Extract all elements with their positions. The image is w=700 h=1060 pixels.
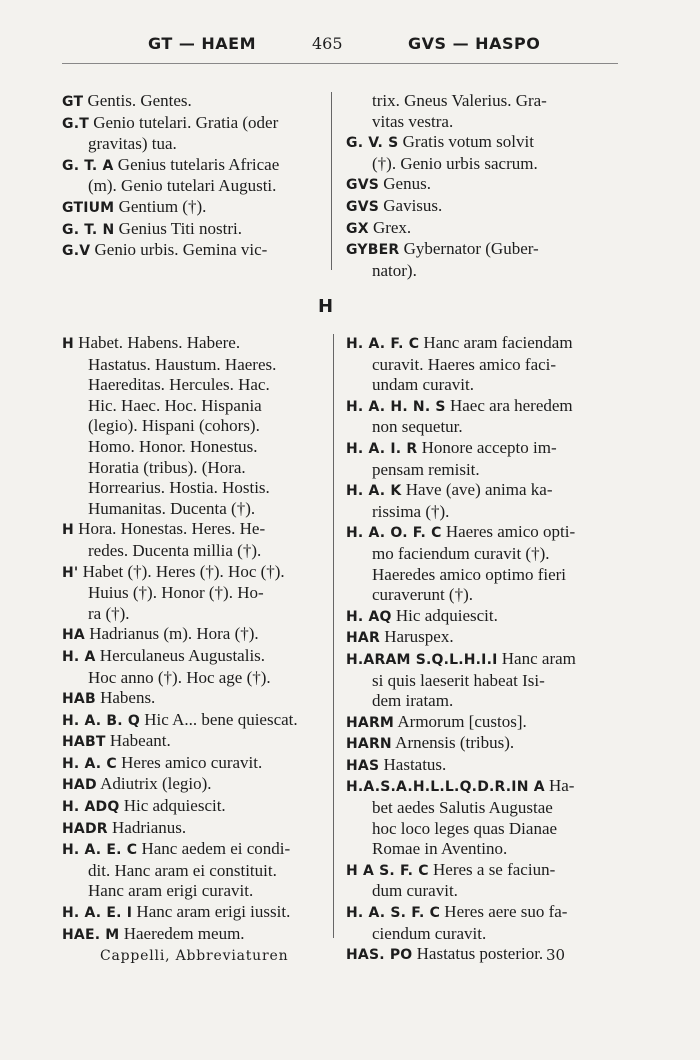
dictionary-entry [346, 860, 608, 902]
entry-abbreviation: H' [62, 564, 79, 581]
running-header [60, 34, 620, 58]
entry-text: hoc loco leges quas Dianae [372, 818, 558, 838]
entry-text: Genius Titi nostri. [118, 218, 242, 238]
dictionary-entry [346, 396, 608, 438]
dictionary-entry [346, 333, 608, 396]
entry-abbreviation: G.T [62, 115, 89, 132]
dictionary-entry [62, 731, 324, 753]
column-bottom-left [62, 333, 324, 945]
entry-text: Hadrianus. [112, 817, 187, 837]
dictionary-entry [62, 902, 324, 924]
entry-abbreviation: HARN [346, 736, 392, 753]
entry-abbreviation: H [62, 336, 74, 352]
header-rule [62, 63, 618, 64]
dictionary-entry [62, 113, 324, 155]
entry-text: Armorum [custos]. [397, 711, 527, 731]
dictionary-entry [62, 688, 324, 710]
entry-text: dem iratam. [372, 691, 454, 711]
entry-text: nator). [372, 260, 417, 280]
entry-text: Hastatus posterior. [416, 944, 544, 964]
entry-text: Haeres amico opti- [445, 522, 576, 542]
entry-text: Gavisus. [383, 195, 443, 215]
section-letter: H [318, 296, 334, 317]
dictionary-entry [346, 91, 606, 132]
entry-text: (legio). Hispani (cohors). [88, 416, 260, 436]
entry-text: Arnensis (tribus). [395, 733, 515, 753]
entry-text: Genius tutelaris Africae [117, 154, 280, 174]
entry-text: dit. Hanc aram ei constituit. [88, 860, 277, 880]
entry-text: non sequetur. [372, 417, 463, 437]
entry-abbreviation: G. V. S [346, 135, 399, 152]
entry-text: ciendum curavit. [372, 923, 487, 943]
entry-abbreviation: H.ARAM S.Q.L.H.I.I [346, 651, 498, 668]
entry-text: curaverunt (†). [372, 585, 474, 605]
page-number: 465 [312, 34, 343, 53]
entry-abbreviation: H. A. B. Q [62, 712, 140, 729]
entry-text: Genus. [383, 174, 431, 194]
entry-abbreviation: H. A. K [346, 483, 402, 500]
entry-text: (†). Genio urbis sacrum. [372, 153, 538, 173]
entry-text: bet aedes Salutis Augustae [372, 798, 553, 818]
entry-text: si quis laeserit habeat Isi- [372, 670, 545, 690]
entry-text: Haec ara heredem [449, 395, 573, 415]
dictionary-entry [346, 649, 608, 712]
dictionary-entry [62, 924, 324, 946]
dictionary-entry [346, 606, 608, 628]
entry-text: Hanc aram [501, 648, 576, 668]
entry-text: Hic adquiescit. [395, 605, 498, 625]
entry-abbreviation: HAR [346, 630, 380, 647]
dictionary-entry [62, 774, 324, 796]
entry-abbreviation: HAB [62, 691, 96, 708]
entry-text: trix. Gneus Valerius. Gra- [372, 91, 547, 110]
header-right-range: GVS — HASPO [408, 34, 541, 53]
dictionary-entry [62, 91, 324, 113]
entry-abbreviation: H A S. F. C [346, 862, 429, 879]
entry-text: Genio urbis. Gemina vic- [94, 240, 268, 260]
entry-text: Haereditas. Hercules. Hac. [88, 375, 270, 395]
entry-text: Hoc anno (†). Hoc age (†). [88, 667, 271, 687]
dictionary-entry [62, 155, 324, 197]
entry-abbreviation: H. A. O. F. C [346, 525, 442, 542]
entry-abbreviation: HAS. PO [346, 947, 413, 964]
dictionary-entry [346, 480, 608, 522]
entry-text: Hadrianus (m). Hora (†). [89, 624, 259, 644]
dictionary-entry [346, 218, 606, 240]
entry-abbreviation: H. A. E. C [62, 842, 138, 859]
entry-text: Horatia (tribus). (Hora. [88, 457, 246, 477]
entry-text: gravitas) tua. [88, 134, 177, 154]
entry-text: Homo. Honor. Honestus. [88, 436, 258, 456]
entry-text: Horrearius. Hostia. Hostis. [88, 478, 270, 498]
entry-abbreviation: HAE. M [62, 926, 120, 943]
entry-text: Hanc aram faciendam [423, 333, 573, 352]
column-divider-bottom [333, 334, 334, 938]
entry-text: Habet (†). Heres (†). Hoc (†). [82, 561, 285, 581]
entry-text: Hanc aram erigi iussit. [136, 902, 291, 922]
dictionary-entry [346, 239, 606, 281]
entry-abbreviation: H. A. F. C [346, 336, 420, 352]
dictionary-entry [62, 240, 324, 262]
dictionary-entry [346, 132, 606, 174]
dictionary-entry [346, 196, 606, 218]
dictionary-entry [346, 944, 608, 966]
entry-text: Gybernator (Guber- [403, 239, 539, 259]
column-divider-top [331, 92, 332, 270]
dictionary-entry [346, 755, 608, 777]
dictionary-entry [346, 733, 608, 755]
entry-text: Habens. [100, 688, 156, 708]
entry-abbreviation: GX [346, 220, 369, 237]
entry-abbreviation: HADR [62, 820, 108, 837]
entry-text: vitas vestra. [372, 111, 454, 131]
entry-abbreviation: H. A [62, 648, 96, 665]
header-left-range: GT — HAEM [148, 34, 257, 53]
entry-text: Have (ave) anima ka- [405, 480, 553, 500]
entry-text: Hic adquiescit. [123, 796, 226, 816]
dictionary-entry [346, 627, 608, 649]
entry-abbreviation: GTIUM [62, 199, 115, 216]
column-bottom-right [346, 333, 608, 966]
entry-abbreviation: HARM [346, 714, 395, 731]
entry-abbreviation: G. T. N [62, 221, 115, 238]
entry-text: Genio tutelari. Gratia (oder [93, 112, 279, 132]
dictionary-entry [62, 796, 324, 818]
dictionary-entry [346, 174, 606, 196]
entry-text: Haeredem meum. [123, 923, 245, 943]
dictionary-entry [62, 624, 324, 646]
entry-abbreviation: GT [62, 94, 84, 110]
dictionary-entry [346, 712, 608, 734]
dictionary-entry [346, 522, 608, 605]
entry-text: (m). Genio tutelari Augusti. [88, 176, 277, 196]
entry-text: Heres aere suo fa- [444, 902, 568, 922]
entry-abbreviation: GVS [346, 177, 380, 194]
entry-abbreviation: H.A.S.A.H.L.L.Q.D.R.IN A [346, 779, 545, 796]
entry-text: ra (†). [88, 603, 130, 623]
dictionary-entry [62, 219, 324, 241]
entry-text: Hora. Honestas. Heres. He- [78, 519, 266, 539]
entry-text: Huius (†). Honor (†). Ho- [88, 583, 264, 603]
entry-text: Heres amico curavit. [121, 752, 263, 772]
dictionary-entry [62, 333, 324, 519]
entry-text: Habeant. [109, 731, 171, 751]
dictionary-entry [62, 818, 324, 840]
entry-text: Gentium (†). [118, 196, 207, 216]
dictionary-entry [346, 438, 608, 480]
entry-text: Hastatus. Haustum. Haeres. [88, 354, 277, 374]
entry-abbreviation: H. A. H. N. S [346, 398, 446, 415]
entry-text: undam curavit. [372, 375, 474, 395]
footer-sheet-number: 30 [546, 946, 566, 964]
entry-text: Gentis. Gentes. [87, 91, 192, 110]
dictionary-entry [62, 646, 324, 688]
entry-abbreviation: H. A. I. R [346, 440, 418, 457]
entry-text: Grex. [372, 217, 412, 237]
column-top-left [62, 91, 324, 262]
column-top-right [346, 91, 606, 281]
entry-text: Hastatus. [383, 754, 447, 774]
entry-text: Haeredes amico optimo fieri [372, 564, 567, 584]
entry-text: Gratis votum solvit [402, 132, 534, 152]
entry-text: Habet. Habens. Habere. [78, 333, 241, 352]
dictionary-entry [62, 710, 324, 732]
entry-text: Hanc aedem ei condi- [141, 839, 291, 859]
entry-abbreviation: H. ADQ [62, 799, 120, 816]
entry-text: pensam remisit. [372, 459, 480, 479]
entry-text: Haruspex. [384, 627, 454, 647]
entry-text: Honore accepto im- [421, 437, 557, 457]
entry-text: mo faciendum curavit (†). [372, 543, 550, 563]
entry-abbreviation: H. A. S. F. C [346, 905, 441, 922]
entry-text: Herculaneus Augustalis. [99, 645, 266, 665]
entry-abbreviation: H. A. C [62, 755, 117, 772]
entry-abbreviation: GYBER [346, 242, 400, 259]
entry-text: Humanitas. Ducenta (†). [88, 498, 256, 518]
entry-abbreviation: HA [62, 627, 85, 644]
footer-signature: Cappelli, Abbreviaturen [100, 948, 289, 964]
entry-text: Ha- [548, 776, 575, 796]
entry-text: Adiutrix (legio). [100, 774, 212, 794]
dictionary-entry [62, 753, 324, 775]
entry-text: Hanc aram erigi curavit. [88, 881, 254, 901]
dictionary-entry [62, 197, 324, 219]
dictionary-entry [62, 562, 324, 625]
entry-text: Hic A... bene quiescat. [144, 709, 298, 729]
entry-text: Hic. Haec. Hoc. Hispania [88, 395, 262, 415]
dictionary-entry [346, 902, 608, 944]
entry-abbreviation: H [62, 522, 74, 539]
entry-text: dum curavit. [372, 881, 458, 901]
entry-abbreviation: H. AQ [346, 608, 392, 625]
dictionary-entry [346, 776, 608, 859]
entry-abbreviation: G. T. A [62, 157, 114, 174]
entry-text: Heres a se faciun- [433, 859, 556, 879]
entry-text: curavit. Haeres amico faci- [372, 354, 557, 374]
entry-abbreviation: G.V [62, 243, 91, 260]
entry-text: redes. Ducenta millia (†). [88, 540, 262, 560]
dictionary-entry [62, 519, 324, 561]
entry-abbreviation: GVS [346, 198, 380, 215]
entry-abbreviation: H. A. E. I [62, 905, 133, 922]
entry-text: Romae in Aventino. [372, 839, 508, 859]
entry-abbreviation: HAS [346, 757, 380, 774]
entry-text: rissima (†). [372, 501, 450, 521]
dictionary-entry [62, 839, 324, 902]
entry-abbreviation: HAD [62, 777, 97, 794]
entry-abbreviation: HABT [62, 734, 106, 751]
